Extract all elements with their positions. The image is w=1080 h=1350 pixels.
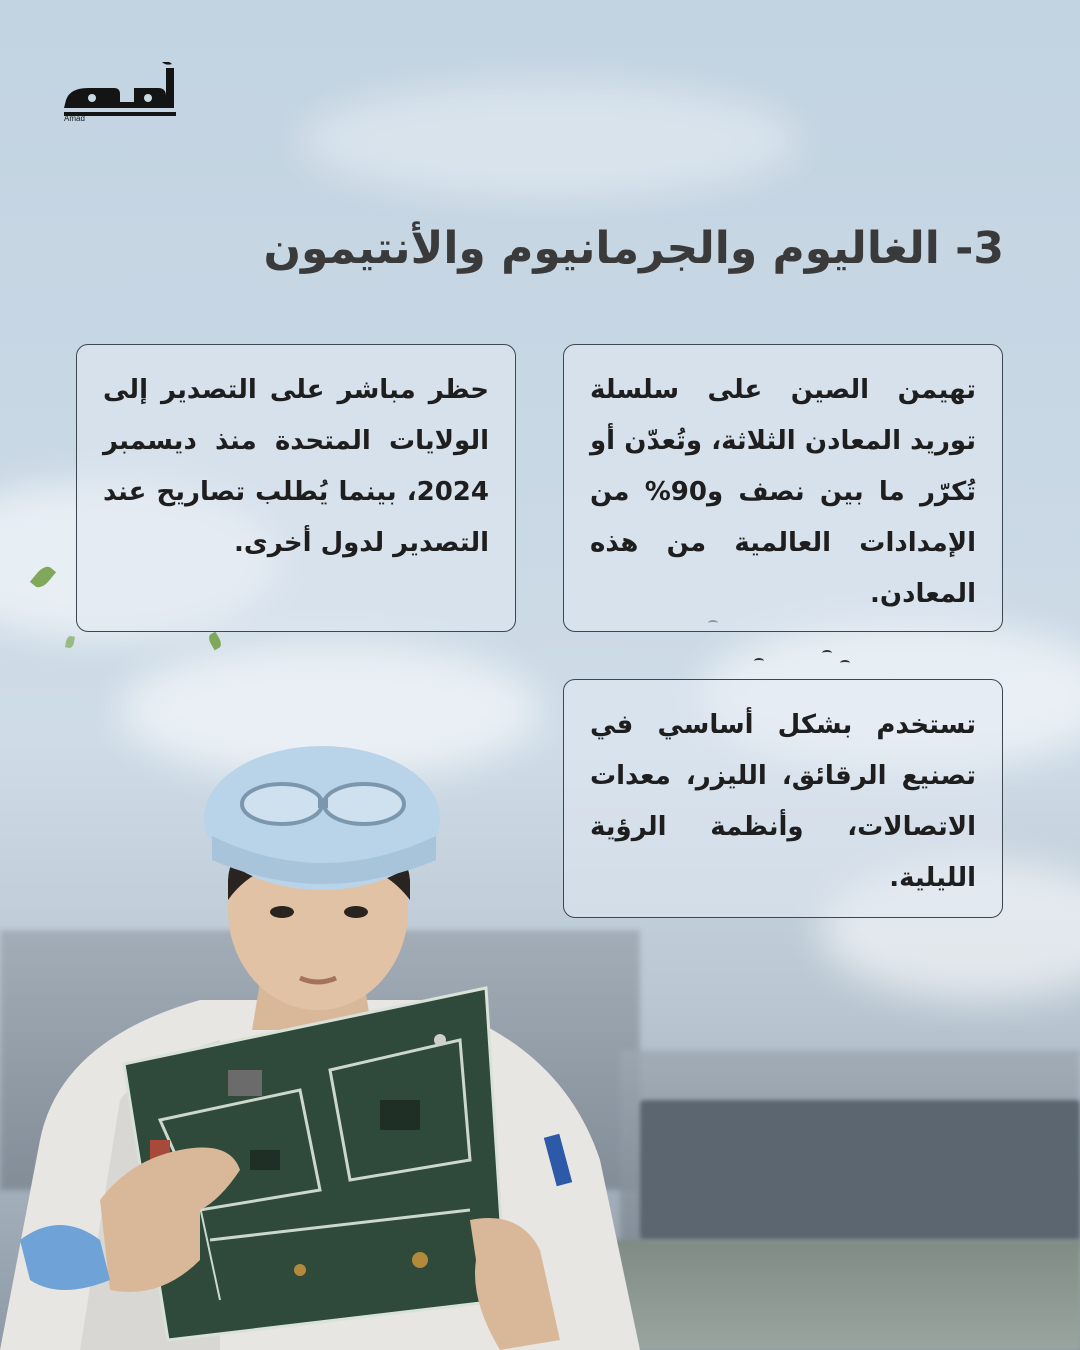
info-card-text: تهيمن الصين على سلسلة توريد المعادن الثلاثة، وتُعدّن أو تُكرّر ما بين نصف و90% من الإمدادات العالمية من هذه المعادن.	[590, 375, 976, 609]
info-card-text: تستخدم بشكل أساسي في تصنيع الرقائق، الليزر، معدات الاتصالات، وأنظمة الرؤية الليلية.	[590, 710, 976, 893]
leaf-icon	[207, 632, 224, 651]
worker-illustration	[0, 740, 700, 1350]
bird-icon	[822, 650, 832, 656]
cloud	[300, 80, 800, 200]
leaf-icon	[65, 635, 75, 648]
logo-latin-text: Amad	[64, 114, 85, 123]
info-card-supply-chain	[563, 344, 1003, 632]
factory-sign	[640, 1100, 1080, 1240]
page-title: 3- الغاليوم والجرمانيوم والأنتيمون	[263, 223, 1004, 274]
info-card-text: حظر مباشر على التصدير إلى الولايات المتحدة منذ ديسمبر 2024، بينما يُطلب تصاريح عند التصدير لدول أخرى.	[103, 375, 489, 558]
info-card-export-ban	[76, 344, 516, 632]
bird-icon	[754, 658, 764, 664]
bird-icon	[840, 660, 850, 666]
